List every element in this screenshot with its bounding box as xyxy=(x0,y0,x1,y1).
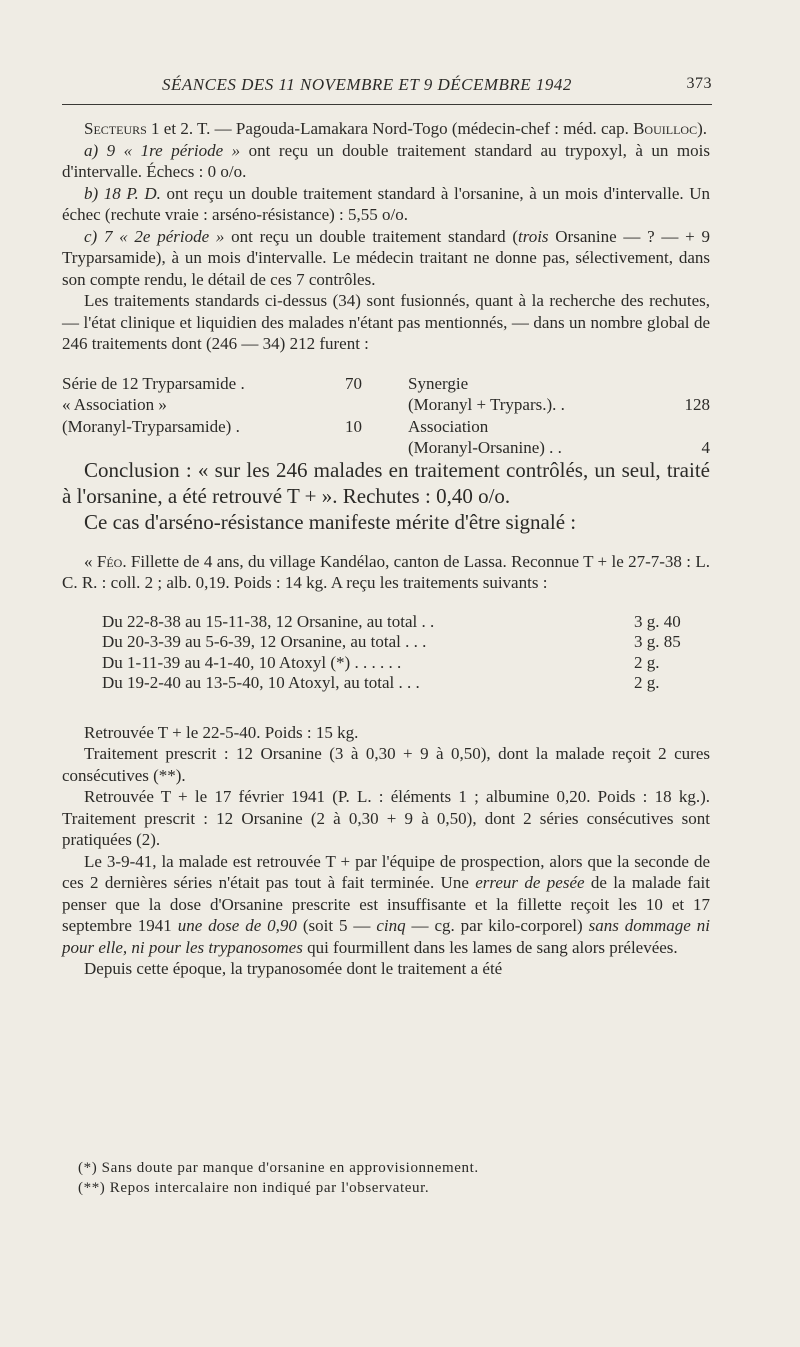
followup-paragraph: Retrouvée T + le 17 février 1941 (P. L. : éléments 1 ; albumine 0,20. Poids : 18 kg.). Traitement prescrit : 12 Orsanine (2 à 0,30 + 9 à 0,50), dont 2 séries consécutives sont pratiquées (2). xyxy=(62,787,710,849)
series-label: (Moranyl + Trypars.). . xyxy=(408,395,565,414)
series-label: Série de 12 Tryparsamide . xyxy=(62,373,245,393)
main-text xyxy=(62,118,710,980)
series-value: 128 xyxy=(684,395,710,414)
treatment-text: Du 1-11-39 au 4-1-40, 10 Atoxyl (*) . . . . . . xyxy=(102,652,402,672)
sector-lead: Secteurs xyxy=(84,119,147,138)
series-row xyxy=(62,394,362,416)
followup-paragraph: Depuis cette époque, la trypanosomée dont le traitement a été xyxy=(84,959,503,978)
text-run: Le 3-9-41, la malade est retrouvée T + par l'équipe de prospection, alors que la seconde de ces 2 dernières séries n'était pas tout à fait terminée. Une xyxy=(62,851,710,892)
summary-paragraph: Les traitements standards ci-dessus (34) sont fusionnés, quant à la recherche des rechutes, — l'état clinique et liquidien des malades n'étant pas mentionnés, — dans un nombre global de 246 traitements dont (246 — 34) 212 furent : xyxy=(62,291,710,353)
header-title: SÉANCES DES 11 NOVEMBRE ET 9 DÉCEMBRE 1942 xyxy=(162,75,572,94)
doctor-name: Bouilloc xyxy=(633,119,698,138)
conclusion-line-2: Ce cas d'arséno-résistance manifeste mérite d'être signalé : xyxy=(84,509,577,534)
item-a-text: ont reçu un double traitement standard au trypoxyl, à un mois d'intervalle. Échecs : 0 o/o. xyxy=(62,140,710,181)
item-c-text-1: ont reçu un double traitement standard ( xyxy=(231,226,518,246)
page-number: 373 xyxy=(686,75,712,92)
series-row xyxy=(408,437,710,459)
patient-name: Féo xyxy=(96,551,123,571)
text-run: qui fourmillent dans les lames de sang alors prélevées. xyxy=(302,937,678,957)
footnote: (*) Sans doute par manque d'orsanine en approvisionnement. xyxy=(78,1160,479,1176)
series-right-column xyxy=(408,373,710,459)
case-intro: . Fillette de 4 ans, du village Kandélao, canton de Lassa. Reconnue T + le 27-7-38 : L. C. R. : coll. 2 ; alb. 0,19. Poids : 14 kg. A reçu les traitements suivants : xyxy=(62,551,710,592)
series-table xyxy=(62,373,710,457)
treatment-row xyxy=(102,673,710,694)
followup-paragraph: Retrouvée T + le 22-5-40. Poids : 15 kg. xyxy=(84,722,359,742)
item-b-text: ont reçu un double traitement standard à l'orsanine, à un mois d'intervalle. Un échec (rechute vraie : arséno-résistance) : 5,55 o/o. xyxy=(62,183,710,224)
item-a xyxy=(62,140,710,183)
sector-end: ). xyxy=(697,119,707,138)
case-paragraph xyxy=(62,551,710,594)
conclusion xyxy=(62,457,710,535)
text-run: — cg. par kilo-corporel) xyxy=(405,916,589,935)
treatment-total: 3 g. 85 xyxy=(634,632,681,651)
series-value: 4 xyxy=(701,438,710,457)
emphasis: cinq xyxy=(376,916,406,935)
series-row xyxy=(62,373,362,395)
series-row xyxy=(408,373,710,395)
treatment-total: 2 g. xyxy=(634,673,660,692)
emphasis: sans dommage ni pour elle, ni pour les trypanosomes xyxy=(62,916,710,957)
item-b xyxy=(62,183,710,226)
sector-paragraph xyxy=(62,118,710,140)
item-c-emphasis: trois xyxy=(517,226,549,246)
series-value: 10 xyxy=(345,416,362,436)
item-a-label: a) 9 « 1re période » xyxy=(84,140,249,160)
item-b-label: b) 18 P. D. xyxy=(84,183,167,203)
followup-paragraph xyxy=(62,851,710,959)
conclusion-line-1: Conclusion : « sur les 246 malades en traitement contrôlés, un seul, traité à l'orsanine, a été retrouvé T + ». Rechutes : 0,40 o/o. xyxy=(62,457,710,508)
text-run: (soit 5 — xyxy=(296,916,377,935)
emphasis: erreur de pesée xyxy=(475,873,585,892)
quote-open: « xyxy=(84,551,97,571)
series-label: Synergie xyxy=(408,373,469,393)
series-label: « Association » xyxy=(62,395,167,414)
treatment-total: 3 g. 40 xyxy=(634,611,681,631)
series-label: (Moranyl-Orsanine) . . xyxy=(408,438,562,457)
treatment-row xyxy=(102,612,710,633)
treatment-text: Du 20-3-39 au 5-6-39, 12 Orsanine, au total . . . xyxy=(102,632,427,651)
emphasis: une dose de 0,90 xyxy=(177,916,297,935)
series-left-column xyxy=(62,373,362,438)
header-rule xyxy=(62,104,712,105)
text-run: de la malade fait penser que la dose d'Orsanine prescrite est insuffisante et la fillette reçoit les 10 et 17 septembre 1941 xyxy=(62,873,710,935)
running-header xyxy=(62,75,712,99)
footnotes xyxy=(78,1158,718,1198)
treatment-total: 2 g. xyxy=(634,652,660,672)
treatment-row xyxy=(102,632,710,653)
item-c xyxy=(62,226,710,291)
series-label: Association xyxy=(408,416,489,436)
series-row xyxy=(408,394,710,416)
series-row xyxy=(62,416,362,438)
sector-text: 1 et 2. T. — Pagouda-Lamakara Nord-Togo (médecin-chef : méd. cap. xyxy=(146,119,634,138)
series-label: (Moranyl-Tryparsamide) . xyxy=(62,416,240,436)
treatment-list xyxy=(102,612,710,694)
item-c-label: c) 7 « 2e période » xyxy=(84,226,232,246)
series-row xyxy=(408,416,710,438)
treatment-text: Du 22-8-38 au 15-11-38, 12 Orsanine, au total . . xyxy=(102,611,435,631)
followup-paragraph: Traitement prescrit : 12 Orsanine (3 à 0,30 + 9 à 0,50), dont la malade reçoit 2 cures consécutives (**). xyxy=(62,744,710,785)
footnote: (**) Repos intercalaire non indiqué par l'observateur. xyxy=(78,1180,430,1196)
treatment-text: Du 19-2-40 au 13-5-40, 10 Atoxyl, au total . . . xyxy=(102,673,420,692)
series-value: 70 xyxy=(345,373,362,393)
item-c-text-2: Orsanine — ? — + 9 Tryparsamide), à un mois d'intervalle. Le médecin traitant ne donne pas, sélectivement, dans son compte rendu, le détail de ces 7 contrôles. xyxy=(62,226,710,289)
treatment-row xyxy=(102,653,710,674)
